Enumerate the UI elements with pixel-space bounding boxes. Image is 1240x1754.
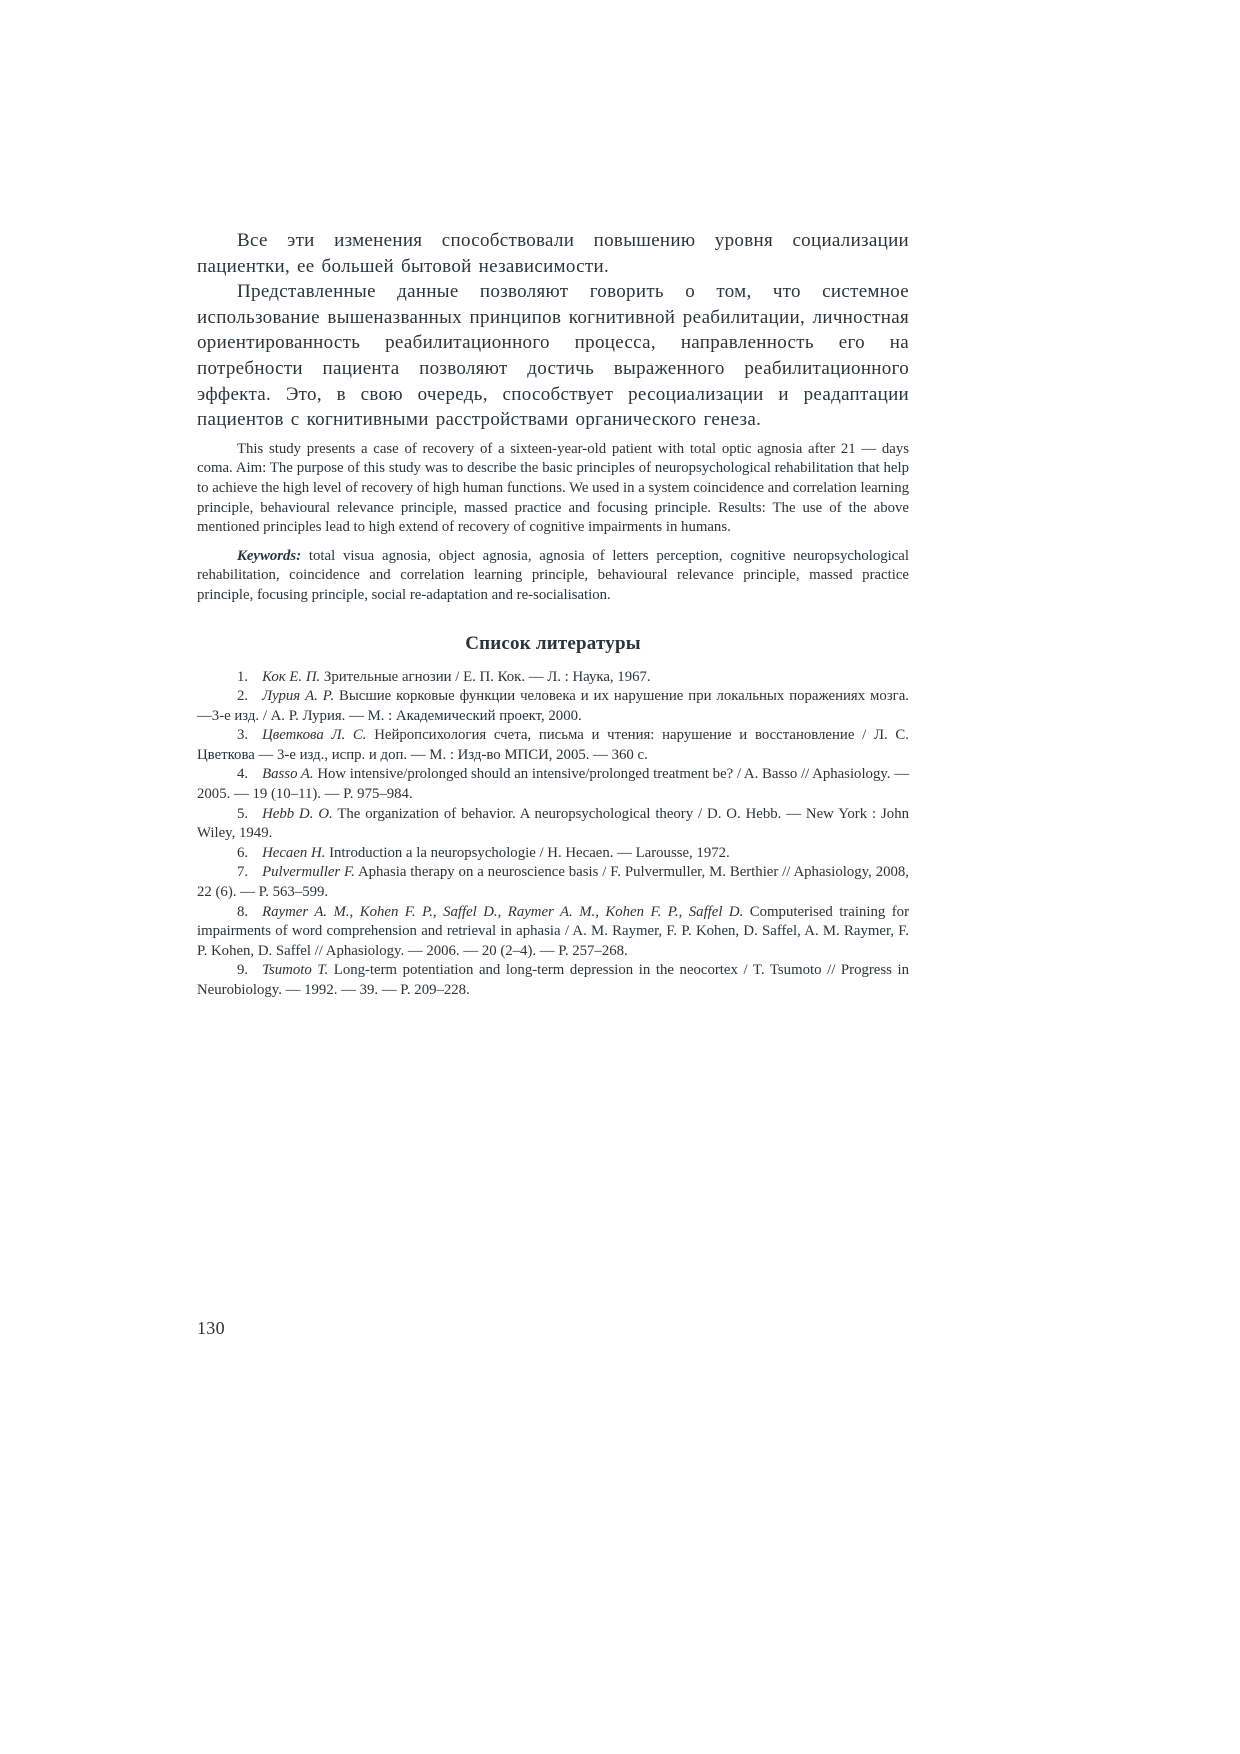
reference-item <box>197 844 909 864</box>
reference-author: Hecaen H. <box>262 844 326 861</box>
reference-author: Цветкова Л. С. <box>262 727 367 744</box>
reference-author: Tsumoto T. <box>262 962 329 979</box>
reference-text: Зрительные агнозии / Е. П. Кок. — Л. : Наука, 1967. <box>320 668 651 685</box>
reference-number: 4. <box>237 766 249 783</box>
text-block <box>197 228 909 1001</box>
reference-text: Нейропсихология счета, письма и чтения: нарушение и восстановление / Л. С. Цветкова — 3-е изд., испр. и доп. — М. : Изд-во МПСИ, 2005. — 360 с. <box>197 727 909 763</box>
reference-text: Introduction a la neuropsychologie / H. Hecaen. — Larousse, 1972. <box>325 844 730 861</box>
reference-number: 5. <box>237 805 249 822</box>
reference-item <box>197 726 909 765</box>
reference-item <box>197 805 909 844</box>
reference-text: The organization of behavior. A neuropsychological theory / D. O. Hebb. — New York : John Wiley, 1949. <box>197 805 909 842</box>
reference-item <box>197 687 909 726</box>
main-paragraph-2: Представленные данные позволяют говорить о том, что системное использование вышеназванных принципов когнитивной реабилитации, личностная ориентированность реабилитационного процесса, направленность его на потребности пациента позволяют достичь выраженного реабилитационного эффекта. Это, в свою очередь, способствует ресоциализации и реадаптации пациентов с когнитивными расстройствами органического генеза. <box>197 281 909 431</box>
reference-item <box>197 668 909 688</box>
reference-item <box>197 961 909 1000</box>
reference-number: 3. <box>237 727 249 744</box>
abstract-paragraph: This study presents a case of recovery of a sixteen-year-old patient with total optic agnosia after 21 — days coma. Aim: The purpose of this study was to describe the basic principles of neuropsychological rehabilitation that help to achieve the high level of recovery of high human functions. We used in a system coincidence and correlation learning principle, behavioural relevance principle, massed practice and focusing principle. Results: The use of the above mentioned principles lead to high extend of recovery of cognitive impairments in humans. <box>197 440 909 536</box>
reference-number: 2. <box>237 688 249 705</box>
reference-text: Высшие корковые функции человека и их нарушение при локальных поражениях мозга. —3-е изд. / А. Р. Лурия. — М. : Академический проект, 2000. <box>197 688 909 724</box>
reference-number: 7. <box>237 864 249 881</box>
reference-author: Raymer A. M., Kohen F. P., Saffel D., Raymer A. M., Kohen F. P., Saffel D. <box>262 903 744 920</box>
reference-number: 9. <box>237 962 249 979</box>
reference-text: Long-term potentiation and long-term depression in the neocortex / T. Tsumoto // Progress in Neurobiology. — 1992. — 39. — P. 209–228. <box>197 962 909 998</box>
keywords-text: total visua agnosia, object agnosia, agnosia of letters perception, cognitive neuropsychological rehabilitation, coincidence and correlation learning principle, behavioural relevance principle, massed practice principle, focusing principle, social re-adaptation and re-socialisation. <box>197 547 909 603</box>
reference-item <box>197 903 909 962</box>
reference-author: Pulvermuller F. <box>262 864 355 881</box>
reference-author: Лурия А. Р. <box>262 688 335 705</box>
reference-text: How intensive/prolonged should an intensive/prolonged treatment be? / A. Basso // Aphasiology. — 2005. — 19 (10–11). — P. 975–984. <box>197 766 909 803</box>
page-number: 130 <box>197 1318 225 1338</box>
references-heading: Список литературы <box>465 632 641 654</box>
reference-author: Basso A. <box>262 766 314 783</box>
reference-item <box>197 863 909 902</box>
references-list <box>197 668 909 1001</box>
reference-author: Hebb D. O. <box>262 805 333 822</box>
reference-number: 1. <box>237 668 249 685</box>
main-paragraph-1: Все эти изменения способствовали повышению уровня социализации пациентки, ее большей бытовой независимости. <box>197 230 909 277</box>
reference-text: Computerised training for impairments of word comprehension and retrieval in aphasia / A. M. Raymer, F. P. Kohen, D. Saffel, A. M. Raymer, F. P. Kohen, D. Saffel // Aphasiology. — 2006. — 20 (2–4). — P. 257–268. <box>197 903 909 959</box>
reference-text: Aphasia therapy on a neuroscience basis / F. Pulvermuller, M. Berthier // Aphasiology, 2008, 22 (6). — P. 563–599. <box>197 864 909 901</box>
reference-item <box>197 765 909 804</box>
keywords-paragraph <box>197 547 909 606</box>
reference-author: Кок Е. П. <box>262 668 321 685</box>
reference-number: 8. <box>237 903 249 920</box>
reference-number: 6. <box>237 844 249 861</box>
keywords-label: Keywords: <box>237 547 302 564</box>
